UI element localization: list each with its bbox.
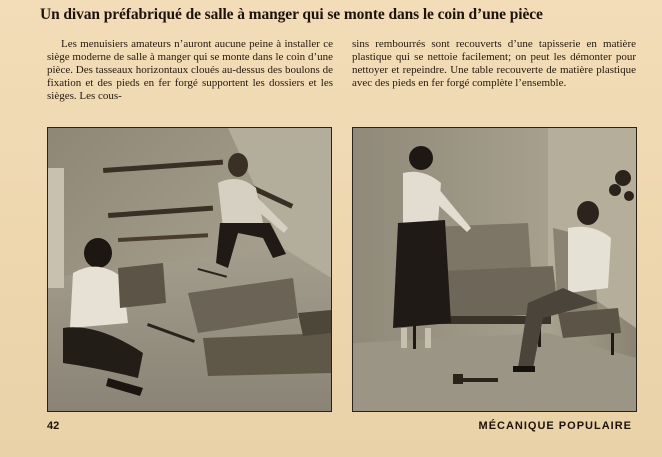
page-number: 42: [47, 420, 60, 432]
article-column-right: sins rembourrés sont recouverts d’une tapisserie en matière plastique qui se nettoie facilement; on peut les démonter pour nettoyer et repeindre. Une table recouverte de matière plastique avec des pieds en fer forgé complète l’ensemble.: [352, 38, 636, 89]
photo-finished-sofa: [352, 127, 637, 412]
article-column-left: Les menuisiers amateurs n’auront aucune peine à installer ce siège moderne de salle à manger qui se monte dans le coin d’une pièce. Des tasseaux horizontaux cloués au-dessus des boulons de fixation et des pieds en fer forgé supportent les dossiers et les sièges. Les cous-: [47, 38, 333, 102]
photo-assembly: [47, 127, 332, 412]
magazine-name: MÉCANIQUE POPULAIRE: [478, 420, 632, 432]
article-title: Un divan préfabriqué de salle à manger qui se monte dans le coin d’une pièce: [40, 6, 543, 23]
